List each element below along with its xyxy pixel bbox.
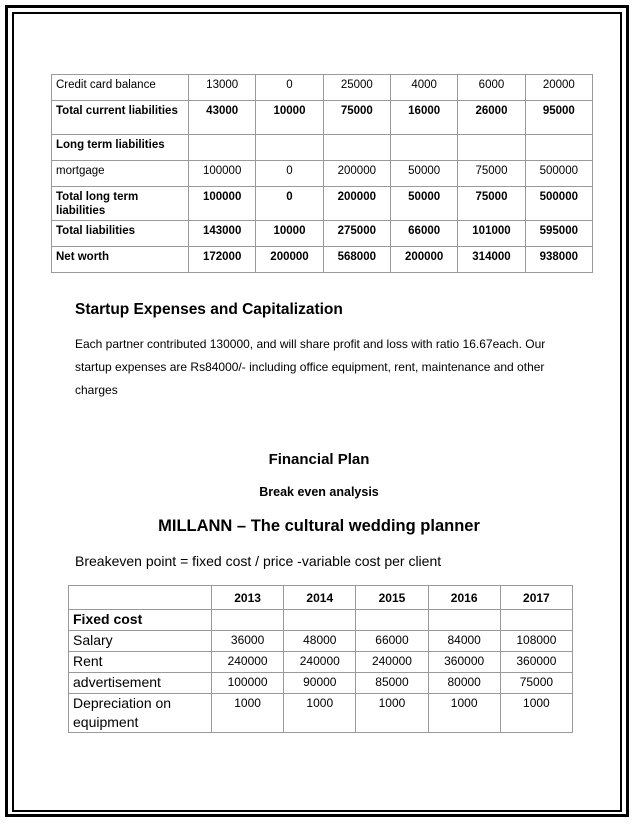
table-cell: 172000 (189, 247, 256, 273)
table-cell: 16000 (390, 101, 457, 135)
table-cell: 1000 (212, 694, 284, 733)
table-cell (189, 135, 256, 161)
table-row (69, 673, 573, 694)
table-cell (390, 135, 457, 161)
table-cell: 500000 (525, 187, 592, 221)
table-cell: 75000 (458, 161, 525, 187)
year-header: 2016 (428, 586, 500, 610)
table-cell: 200000 (256, 247, 323, 273)
table-cell: 938000 (525, 247, 592, 273)
table-cell: 75000 (500, 673, 572, 694)
table-cell: 240000 (212, 652, 284, 673)
year-header-row (69, 586, 573, 610)
table-cell: 360000 (428, 652, 500, 673)
table-cell: 95000 (525, 101, 592, 135)
row-label: Salary (69, 631, 212, 652)
table-cell (500, 610, 572, 631)
table-cell: 4000 (390, 75, 457, 101)
table-cell: 240000 (356, 652, 428, 673)
table-cell: 13000 (189, 75, 256, 101)
table-cell: 108000 (500, 631, 572, 652)
table-cell: 143000 (189, 221, 256, 247)
table-cell: 595000 (525, 221, 592, 247)
table-cell: 500000 (525, 161, 592, 187)
table-cell: 75000 (323, 101, 390, 135)
table-cell: 10000 (256, 101, 323, 135)
row-label: Depreciation on equipment (69, 694, 212, 733)
table-cell: 100000 (189, 161, 256, 187)
row-label: Total long term liabilities (52, 187, 189, 221)
table-cell (212, 610, 284, 631)
table-cell: 568000 (323, 247, 390, 273)
table-row (52, 247, 593, 273)
table-cell: 25000 (323, 75, 390, 101)
header-blank (69, 586, 212, 610)
table-row (52, 135, 593, 161)
table-row (69, 652, 573, 673)
year-header: 2014 (284, 586, 356, 610)
table-cell: 43000 (189, 101, 256, 135)
table-cell: 0 (256, 75, 323, 101)
row-label: Credit card balance (52, 75, 189, 101)
table-cell: 50000 (390, 161, 457, 187)
table-cell (284, 610, 356, 631)
breakeven-table (68, 585, 573, 733)
row-label: advertisement (69, 673, 212, 694)
table-cell: 0 (256, 161, 323, 187)
table-cell: 85000 (356, 673, 428, 694)
table-cell: 1000 (428, 694, 500, 733)
table-cell: 50000 (390, 187, 457, 221)
table-cell: 200000 (323, 187, 390, 221)
startup-paragraph: Each partner contributed 130000, and will share profit and loss with ratio 16.67each. Our startup expenses are Rs84000/- including office equipment, rent, maintenance and other charges (75, 337, 546, 397)
startup-heading: Startup Expenses and Capitalization (75, 301, 343, 318)
table-cell: 200000 (390, 247, 457, 273)
year-header: 2015 (356, 586, 428, 610)
row-label: Long term liabilities (52, 135, 189, 161)
table-cell (323, 135, 390, 161)
table-cell (458, 135, 525, 161)
table-cell: 48000 (284, 631, 356, 652)
row-label: Total liabilities (52, 221, 189, 247)
table-cell: 36000 (212, 631, 284, 652)
table-cell (356, 610, 428, 631)
break-even-subtitle: Break even analysis (259, 485, 379, 499)
table-cell: 66000 (356, 631, 428, 652)
row-label: Net worth (52, 247, 189, 273)
table-cell: 1000 (356, 694, 428, 733)
row-label: Total current liabilities (52, 101, 189, 135)
table-cell (525, 135, 592, 161)
table-cell: 275000 (323, 221, 390, 247)
breakeven-formula: Breakeven point = fixed cost / price -variable cost per client (75, 553, 442, 569)
table-row (52, 221, 593, 247)
table-cell (256, 135, 323, 161)
table-row (52, 101, 593, 135)
row-label: mortgage (52, 161, 189, 187)
table-row (69, 631, 573, 652)
table-row (52, 187, 593, 221)
table-cell: 240000 (284, 652, 356, 673)
table-cell: 6000 (458, 75, 525, 101)
year-header: 2013 (212, 586, 284, 610)
table-cell: 100000 (212, 673, 284, 694)
table-cell: 26000 (458, 101, 525, 135)
table-cell: 84000 (428, 631, 500, 652)
table-row (52, 75, 593, 101)
section-row (69, 610, 573, 631)
table-cell: 0 (256, 187, 323, 221)
table-cell: 100000 (189, 187, 256, 221)
table-cell: 200000 (323, 161, 390, 187)
year-header: 2017 (500, 586, 572, 610)
table-cell: 20000 (525, 75, 592, 101)
table-cell (428, 610, 500, 631)
table-cell: 360000 (500, 652, 572, 673)
table-cell: 10000 (256, 221, 323, 247)
table-cell: 80000 (428, 673, 500, 694)
table-row (69, 694, 573, 733)
company-title: MILLANN – The cultural wedding planner (158, 517, 480, 535)
table-cell: 66000 (390, 221, 457, 247)
table-cell: 314000 (458, 247, 525, 273)
row-label: Rent (69, 652, 212, 673)
table-cell: 101000 (458, 221, 525, 247)
table-cell: 90000 (284, 673, 356, 694)
financial-plan-title: Financial Plan (268, 451, 370, 468)
table-cell: 75000 (458, 187, 525, 221)
table-cell: 1000 (284, 694, 356, 733)
table-row (52, 161, 593, 187)
table-cell: 1000 (500, 694, 572, 733)
balance-sheet-table (51, 74, 593, 273)
fixed-cost-label: Fixed cost (69, 610, 212, 631)
